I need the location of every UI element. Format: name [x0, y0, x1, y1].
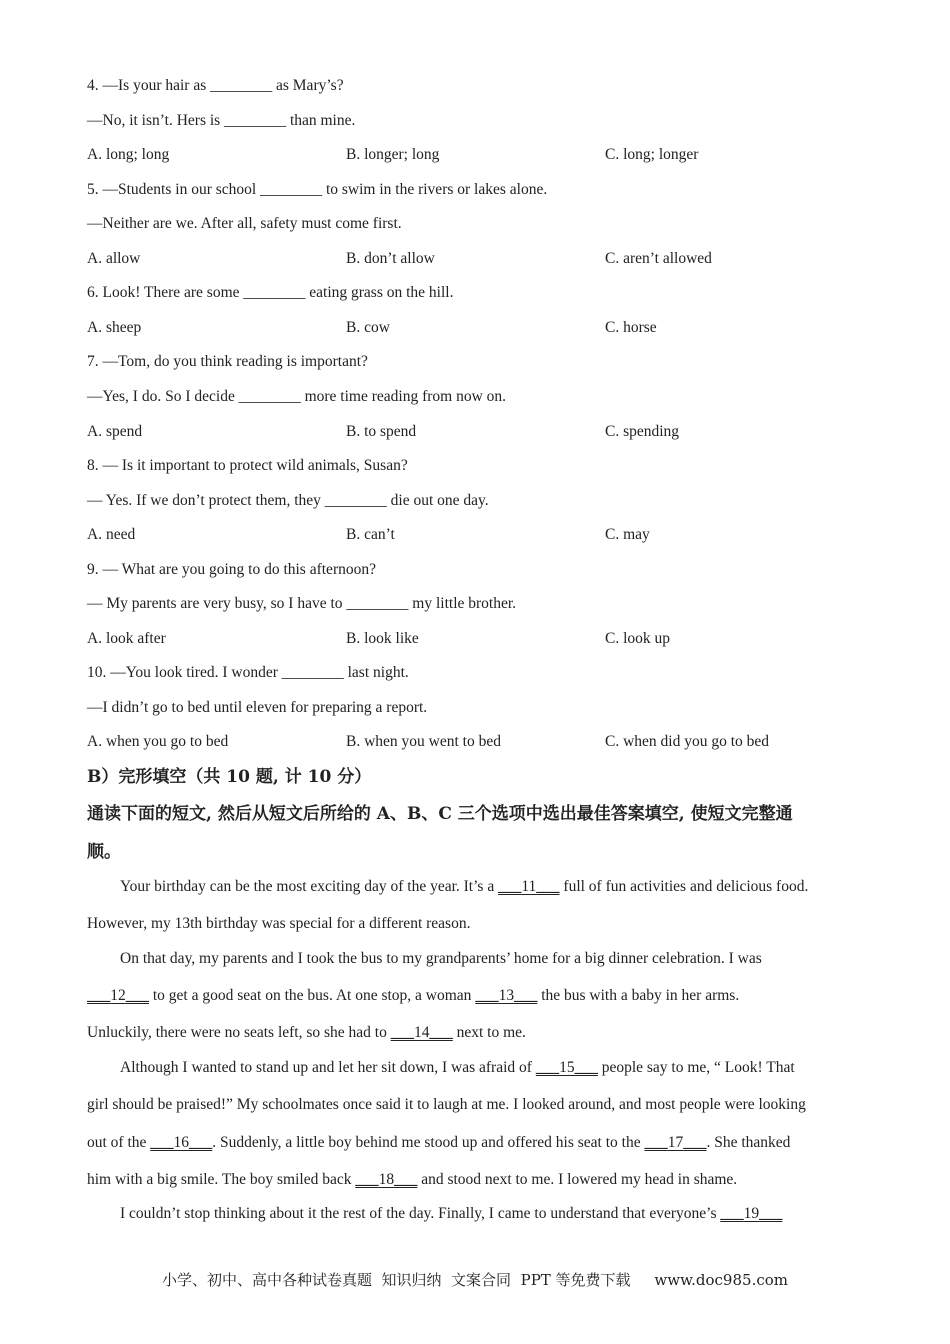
page-footer: 小学、初中、高中各种试卷真题 知识归纳 文案合同 PPT 等免费下载 www.doc985.com: [161, 1271, 788, 1289]
question-10-stem: 10. —You look tired. I wonder ________ last night.: [87, 664, 409, 681]
question-4-stem: 4. —Is your hair as ________ as Mary’s?: [87, 77, 344, 94]
passage-text: and stood next to me. I lowered my head in shame.: [417, 1171, 738, 1188]
passage-line-3: On that day, my parents and I took the bus to my grandparents’ home for a big dinner celebration. I was: [120, 950, 762, 967]
passage-text: him with a big smile. The boy smiled back: [87, 1171, 356, 1188]
question-8-option-c: C. may: [605, 526, 650, 543]
question-4-reply: —No, it isn’t. Hers is ________ than mine.: [87, 112, 356, 129]
section-b-instruction-line2: 顺。: [87, 842, 121, 862]
passage-text: . Suddenly, a little boy behind me stood up and offered his seat to the: [212, 1134, 645, 1151]
question-9-option-c: C. look up: [605, 630, 671, 647]
question-4-option-c: C. long; longer: [605, 146, 699, 163]
blank-15: ___15___: [535, 1059, 598, 1076]
passage-text: full of fun activities and delicious food.: [559, 878, 809, 895]
question-8-reply: — Yes. If we don’t protect them, they ________ die out one day.: [87, 492, 489, 509]
blank-19: ___19___: [720, 1205, 783, 1222]
question-6-option-a: A. sheep: [87, 319, 142, 336]
question-10-option-b: B. when you went to bed: [346, 733, 501, 750]
question-6-option-b: B. cow: [346, 319, 390, 336]
question-7-option-b: B. to spend: [346, 423, 417, 440]
passage-line-10: [120, 1204, 782, 1224]
question-10-reply: —I didn’t go to bed until eleven for preparing a report.: [87, 699, 428, 716]
question-9-option-b: B. look like: [346, 630, 419, 647]
passage-text: the bus with a baby in her arms.: [537, 987, 740, 1004]
question-4-option-a: A. long; long: [87, 146, 170, 163]
passage-line-4: [87, 986, 739, 1006]
question-9-option-a: A. look after: [87, 630, 166, 647]
question-6-stem: 6. Look! There are some ________ eating grass on the hill.: [87, 284, 454, 301]
passage-line-5: [87, 1023, 526, 1043]
question-10-option-c: C. when did you go to bed: [605, 733, 770, 750]
blank-12: ___12___: [87, 987, 149, 1004]
question-5-option-a: A. allow: [87, 250, 141, 267]
question-7-option-a: A. spend: [87, 423, 143, 440]
passage-text: I couldn’t stop thinking about it the rest of the day. Finally, I came to understand that everyone’s: [120, 1205, 721, 1222]
passage-line-7: girl should be praised!” My schoolmates once said it to laugh at me. I looked around, and most people were looking: [87, 1096, 806, 1113]
question-5-reply: —Neither are we. After all, safety must come first.: [87, 215, 402, 232]
blank-13: ___13___: [475, 987, 538, 1004]
passage-text: people say to me, “ Look! That: [597, 1059, 795, 1076]
passage-line-8: [87, 1133, 790, 1153]
passage-line-1: [120, 877, 808, 897]
section-b-instruction-line1: 通读下面的短文, 然后从短文后所给的 A、B、C 三个选项中选出最佳答案填空, 使短文完整通: [87, 804, 793, 824]
blank-18: ___18___: [355, 1171, 418, 1188]
passage-text: Your birthday can be the most exciting day of the year. It’s a: [120, 878, 499, 895]
blank-14: ___14___: [390, 1024, 453, 1041]
passage-line-9: [87, 1170, 737, 1190]
question-9-reply: — My parents are very busy, so I have to ________ my little brother.: [87, 595, 517, 612]
question-5-option-b: B. don’t allow: [346, 250, 435, 267]
question-7-stem: 7. —Tom, do you think reading is important?: [87, 353, 368, 370]
question-10-option-a: A. when you go to bed: [87, 733, 229, 750]
passage-line-2: However, my 13th birthday was special for a different reason.: [87, 915, 471, 932]
question-6-option-c: C. horse: [605, 319, 657, 336]
question-7-option-c: C. spending: [605, 423, 680, 440]
passage-text: Unluckily, there were no seats left, so she had to: [87, 1024, 391, 1041]
question-7-reply: —Yes, I do. So I decide ________ more time reading from now on.: [87, 388, 507, 405]
question-8-option-b: B. can’t: [346, 526, 395, 543]
passage-text: next to me.: [452, 1024, 526, 1041]
passage-text: to get a good seat on the bus. At one stop, a woman: [149, 987, 476, 1004]
blank-16: ___16___: [150, 1134, 213, 1151]
passage-text: . She thanked: [706, 1134, 791, 1151]
passage-text: Although I wanted to stand up and let her sit down, I was afraid of: [120, 1059, 536, 1076]
question-8-stem: 8. — Is it important to protect wild animals, Susan?: [87, 457, 408, 474]
question-8-option-a: A. need: [87, 526, 136, 543]
question-4-option-b: B. longer; long: [346, 146, 440, 163]
question-5-stem: 5. —Students in our school ________ to swim in the rivers or lakes alone.: [87, 181, 548, 198]
passage-text: out of the: [87, 1134, 151, 1151]
question-9-stem: 9. — What are you going to do this afternoon?: [87, 561, 376, 578]
question-5-option-c: C. aren’t allowed: [605, 250, 712, 267]
section-b-title: B）完形填空（共 10 题, 计 10 分）: [87, 767, 372, 787]
blank-11: ___11___: [498, 878, 560, 895]
passage-line-6: [120, 1058, 795, 1078]
blank-17: ___17___: [644, 1134, 707, 1151]
